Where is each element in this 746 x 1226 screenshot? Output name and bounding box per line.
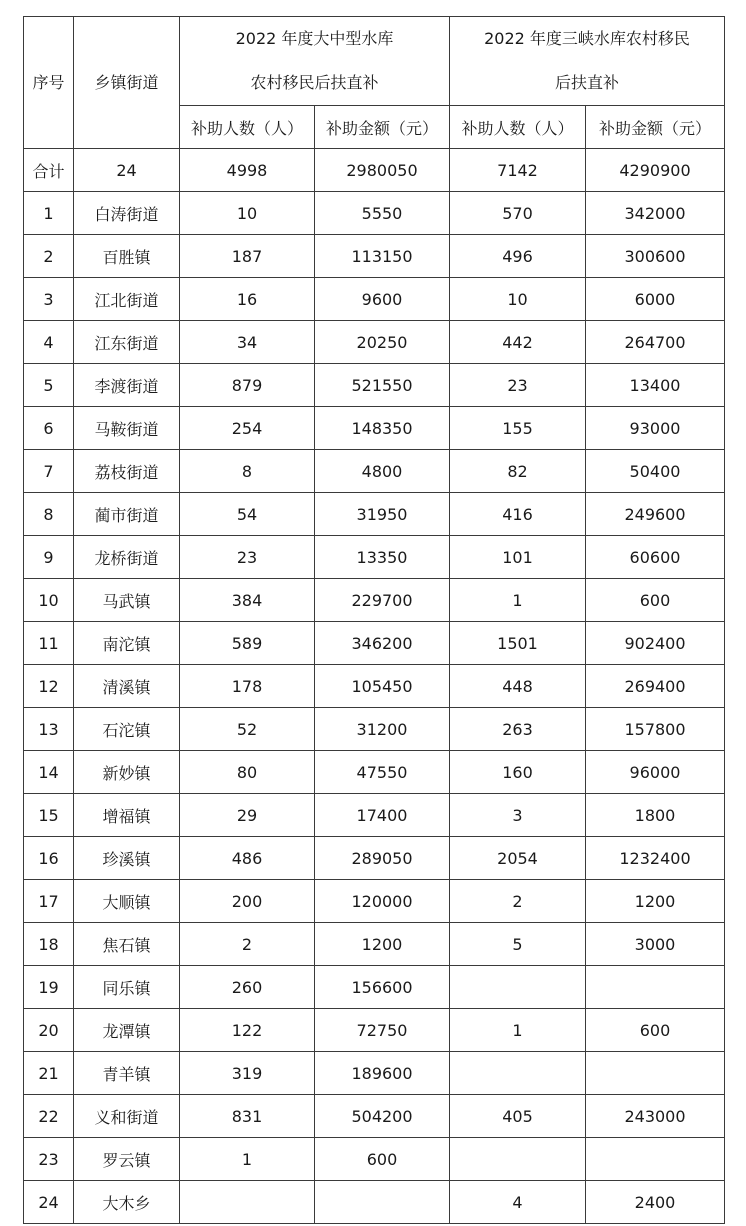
header-seq: 序号 [24, 17, 74, 149]
cell-people-1: 54 [180, 493, 315, 536]
cell-town: 江东街道 [74, 321, 180, 364]
cell-people-1: 52 [180, 708, 315, 751]
cell-people-2: 1 [450, 579, 586, 622]
cell-people-1: 319 [180, 1052, 315, 1095]
cell-town: 百胜镇 [74, 235, 180, 278]
cell-seq: 1 [24, 192, 74, 235]
table-row [24, 278, 725, 321]
cell-town: 同乐镇 [74, 966, 180, 1009]
cell-amount-1: 148350 [315, 407, 450, 450]
table-row [24, 923, 725, 966]
cell-amount-2 [586, 1138, 725, 1181]
cell-amount-2: 600 [586, 1009, 725, 1052]
cell-seq: 8 [24, 493, 74, 536]
cell-people-1: 589 [180, 622, 315, 665]
cell-people-1: 879 [180, 364, 315, 407]
cell-seq: 19 [24, 966, 74, 1009]
cell-people-2: 405 [450, 1095, 586, 1138]
cell-amount-1: 120000 [315, 880, 450, 923]
cell-people-1: 80 [180, 751, 315, 794]
cell-amount-2: 50400 [586, 450, 725, 493]
table-row [24, 407, 725, 450]
cell-people-1 [180, 1181, 315, 1224]
table-row [24, 364, 725, 407]
cell-amount-2: 2400 [586, 1181, 725, 1224]
cell-people-2: 82 [450, 450, 586, 493]
cell-amount-1: 346200 [315, 622, 450, 665]
cell-amount-1: 521550 [315, 364, 450, 407]
cell-amount-1: 5550 [315, 192, 450, 235]
header-town: 乡镇街道 [74, 17, 180, 149]
header-amount-2: 补助金额（元） [586, 106, 725, 149]
cell-seq: 13 [24, 708, 74, 751]
cell-seq: 7 [24, 450, 74, 493]
cell-amount-1: 72750 [315, 1009, 450, 1052]
cell-town: 石沱镇 [74, 708, 180, 751]
cell-seq: 11 [24, 622, 74, 665]
table-body [24, 149, 725, 1224]
cell-amount-2: 96000 [586, 751, 725, 794]
cell-people-1: 486 [180, 837, 315, 880]
cell-people-2: 23 [450, 364, 586, 407]
cell-people-1: 384 [180, 579, 315, 622]
table-row [24, 837, 725, 880]
cell-town: 荔枝街道 [74, 450, 180, 493]
cell-seq: 22 [24, 1095, 74, 1138]
header-people-2: 补助人数（人） [450, 106, 586, 149]
cell-seq: 10 [24, 579, 74, 622]
cell-people-1: 16 [180, 278, 315, 321]
cell-seq: 21 [24, 1052, 74, 1095]
cell-amount-2 [586, 966, 725, 1009]
cell-people-1: 1 [180, 1138, 315, 1181]
cell-town: 青羊镇 [74, 1052, 180, 1095]
cell-seq: 15 [24, 794, 74, 837]
cell-amount-1: 229700 [315, 579, 450, 622]
cell-people-1: 200 [180, 880, 315, 923]
cell-amount-2: 3000 [586, 923, 725, 966]
cell-amount-2: 300600 [586, 235, 725, 278]
cell-seq: 合计 [24, 149, 74, 192]
cell-amount-2: 342000 [586, 192, 725, 235]
cell-people-2: 448 [450, 665, 586, 708]
cell-town: 白涛街道 [74, 192, 180, 235]
table-row-total [24, 149, 725, 192]
cell-seq: 24 [24, 1181, 74, 1224]
cell-amount-2: 157800 [586, 708, 725, 751]
table-row [24, 794, 725, 837]
cell-people-2: 442 [450, 321, 586, 364]
cell-amount-1 [315, 1181, 450, 1224]
cell-people-2: 1501 [450, 622, 586, 665]
cell-town: 罗云镇 [74, 1138, 180, 1181]
cell-people-2: 101 [450, 536, 586, 579]
cell-people-1: 8 [180, 450, 315, 493]
table-row [24, 966, 725, 1009]
header-group-large-medium-reservoir [180, 17, 450, 106]
cell-people-2: 5 [450, 923, 586, 966]
cell-seq: 6 [24, 407, 74, 450]
cell-amount-2: 264700 [586, 321, 725, 364]
cell-people-1: 2 [180, 923, 315, 966]
cell-people-2: 10 [450, 278, 586, 321]
cell-amount-2: 1800 [586, 794, 725, 837]
cell-people-2 [450, 1052, 586, 1095]
cell-amount-1: 289050 [315, 837, 450, 880]
cell-amount-1: 17400 [315, 794, 450, 837]
cell-seq: 16 [24, 837, 74, 880]
cell-people-2: 1 [450, 1009, 586, 1052]
cell-town: 大木乡 [74, 1181, 180, 1224]
cell-amount-1: 1200 [315, 923, 450, 966]
cell-people-1: 831 [180, 1095, 315, 1138]
cell-town: 龙潭镇 [74, 1009, 180, 1052]
cell-amount-2: 269400 [586, 665, 725, 708]
cell-town: 江北街道 [74, 278, 180, 321]
cell-town: 24 [74, 149, 180, 192]
cell-people-2: 570 [450, 192, 586, 235]
cell-people-1: 260 [180, 966, 315, 1009]
cell-amount-1: 113150 [315, 235, 450, 278]
table-row [24, 708, 725, 751]
cell-people-2: 155 [450, 407, 586, 450]
cell-seq: 20 [24, 1009, 74, 1052]
cell-amount-1: 47550 [315, 751, 450, 794]
cell-amount-1: 13350 [315, 536, 450, 579]
cell-seq: 18 [24, 923, 74, 966]
cell-people-1: 34 [180, 321, 315, 364]
cell-town: 马鞍街道 [74, 407, 180, 450]
cell-seq: 14 [24, 751, 74, 794]
table-row [24, 450, 725, 493]
cell-people-2 [450, 1138, 586, 1181]
cell-town: 珍溪镇 [74, 837, 180, 880]
cell-seq: 17 [24, 880, 74, 923]
cell-amount-2: 249600 [586, 493, 725, 536]
cell-seq: 5 [24, 364, 74, 407]
header-group2-line2: 后扶直补 [554, 73, 619, 92]
table-row [24, 493, 725, 536]
cell-people-2: 496 [450, 235, 586, 278]
cell-amount-2: 93000 [586, 407, 725, 450]
cell-amount-1: 600 [315, 1138, 450, 1181]
cell-town: 增福镇 [74, 794, 180, 837]
header-group1-line2: 农村移民后扶直补 [250, 73, 379, 92]
header-people-1: 补助人数（人） [180, 106, 315, 149]
cell-town: 李渡街道 [74, 364, 180, 407]
cell-seq: 9 [24, 536, 74, 579]
cell-people-1: 122 [180, 1009, 315, 1052]
table-row [24, 622, 725, 665]
cell-amount-2: 13400 [586, 364, 725, 407]
cell-amount-1: 20250 [315, 321, 450, 364]
table-row [24, 1138, 725, 1181]
cell-town: 义和街道 [74, 1095, 180, 1138]
table-row [24, 880, 725, 923]
table-row [24, 1095, 725, 1138]
cell-town: 新妙镇 [74, 751, 180, 794]
cell-seq: 2 [24, 235, 74, 278]
cell-amount-1: 105450 [315, 665, 450, 708]
cell-town: 龙桥街道 [74, 536, 180, 579]
cell-people-2: 160 [450, 751, 586, 794]
table-row [24, 1052, 725, 1095]
table-row [24, 1181, 725, 1224]
table-row [24, 235, 725, 278]
cell-seq: 23 [24, 1138, 74, 1181]
cell-town: 蔺市街道 [74, 493, 180, 536]
cell-people-2: 416 [450, 493, 586, 536]
subsidy-table [23, 16, 725, 1224]
cell-amount-1: 31950 [315, 493, 450, 536]
cell-amount-1: 9600 [315, 278, 450, 321]
cell-amount-1: 4800 [315, 450, 450, 493]
cell-people-2: 4 [450, 1181, 586, 1224]
cell-seq: 12 [24, 665, 74, 708]
cell-people-2: 7142 [450, 149, 586, 192]
cell-people-1: 178 [180, 665, 315, 708]
cell-amount-2: 902400 [586, 622, 725, 665]
cell-town: 清溪镇 [74, 665, 180, 708]
cell-town: 焦石镇 [74, 923, 180, 966]
cell-people-1: 10 [180, 192, 315, 235]
cell-people-2: 263 [450, 708, 586, 751]
table-row [24, 751, 725, 794]
cell-people-1: 187 [180, 235, 315, 278]
cell-amount-2: 1232400 [586, 837, 725, 880]
cell-amount-1: 31200 [315, 708, 450, 751]
cell-amount-1: 504200 [315, 1095, 450, 1138]
cell-amount-1: 156600 [315, 966, 450, 1009]
table-row [24, 665, 725, 708]
cell-town: 南沱镇 [74, 622, 180, 665]
cell-amount-2: 243000 [586, 1095, 725, 1138]
cell-people-2: 2054 [450, 837, 586, 880]
table-row [24, 1009, 725, 1052]
cell-people-1: 4998 [180, 149, 315, 192]
header-amount-1: 补助金额（元） [315, 106, 450, 149]
cell-amount-2: 6000 [586, 278, 725, 321]
table-row [24, 321, 725, 364]
table-row [24, 579, 725, 622]
cell-people-1: 29 [180, 794, 315, 837]
cell-amount-1: 189600 [315, 1052, 450, 1095]
cell-people-2: 3 [450, 794, 586, 837]
header-group1-line1: 2022 年度大中型水库 [235, 29, 394, 48]
cell-seq: 3 [24, 278, 74, 321]
header-group-three-gorges-reservoir [450, 17, 725, 106]
cell-people-1: 254 [180, 407, 315, 450]
cell-amount-2: 60600 [586, 536, 725, 579]
cell-town: 马武镇 [74, 579, 180, 622]
cell-seq: 4 [24, 321, 74, 364]
table-row [24, 192, 725, 235]
cell-amount-2 [586, 1052, 725, 1095]
cell-amount-2: 4290900 [586, 149, 725, 192]
cell-amount-1: 2980050 [315, 149, 450, 192]
cell-amount-2: 1200 [586, 880, 725, 923]
cell-people-1: 23 [180, 536, 315, 579]
cell-people-2 [450, 966, 586, 1009]
header-group2-line1: 2022 年度三峡水库农村移民 [484, 29, 690, 48]
table-row [24, 536, 725, 579]
cell-town: 大顺镇 [74, 880, 180, 923]
cell-amount-2: 600 [586, 579, 725, 622]
cell-people-2: 2 [450, 880, 586, 923]
